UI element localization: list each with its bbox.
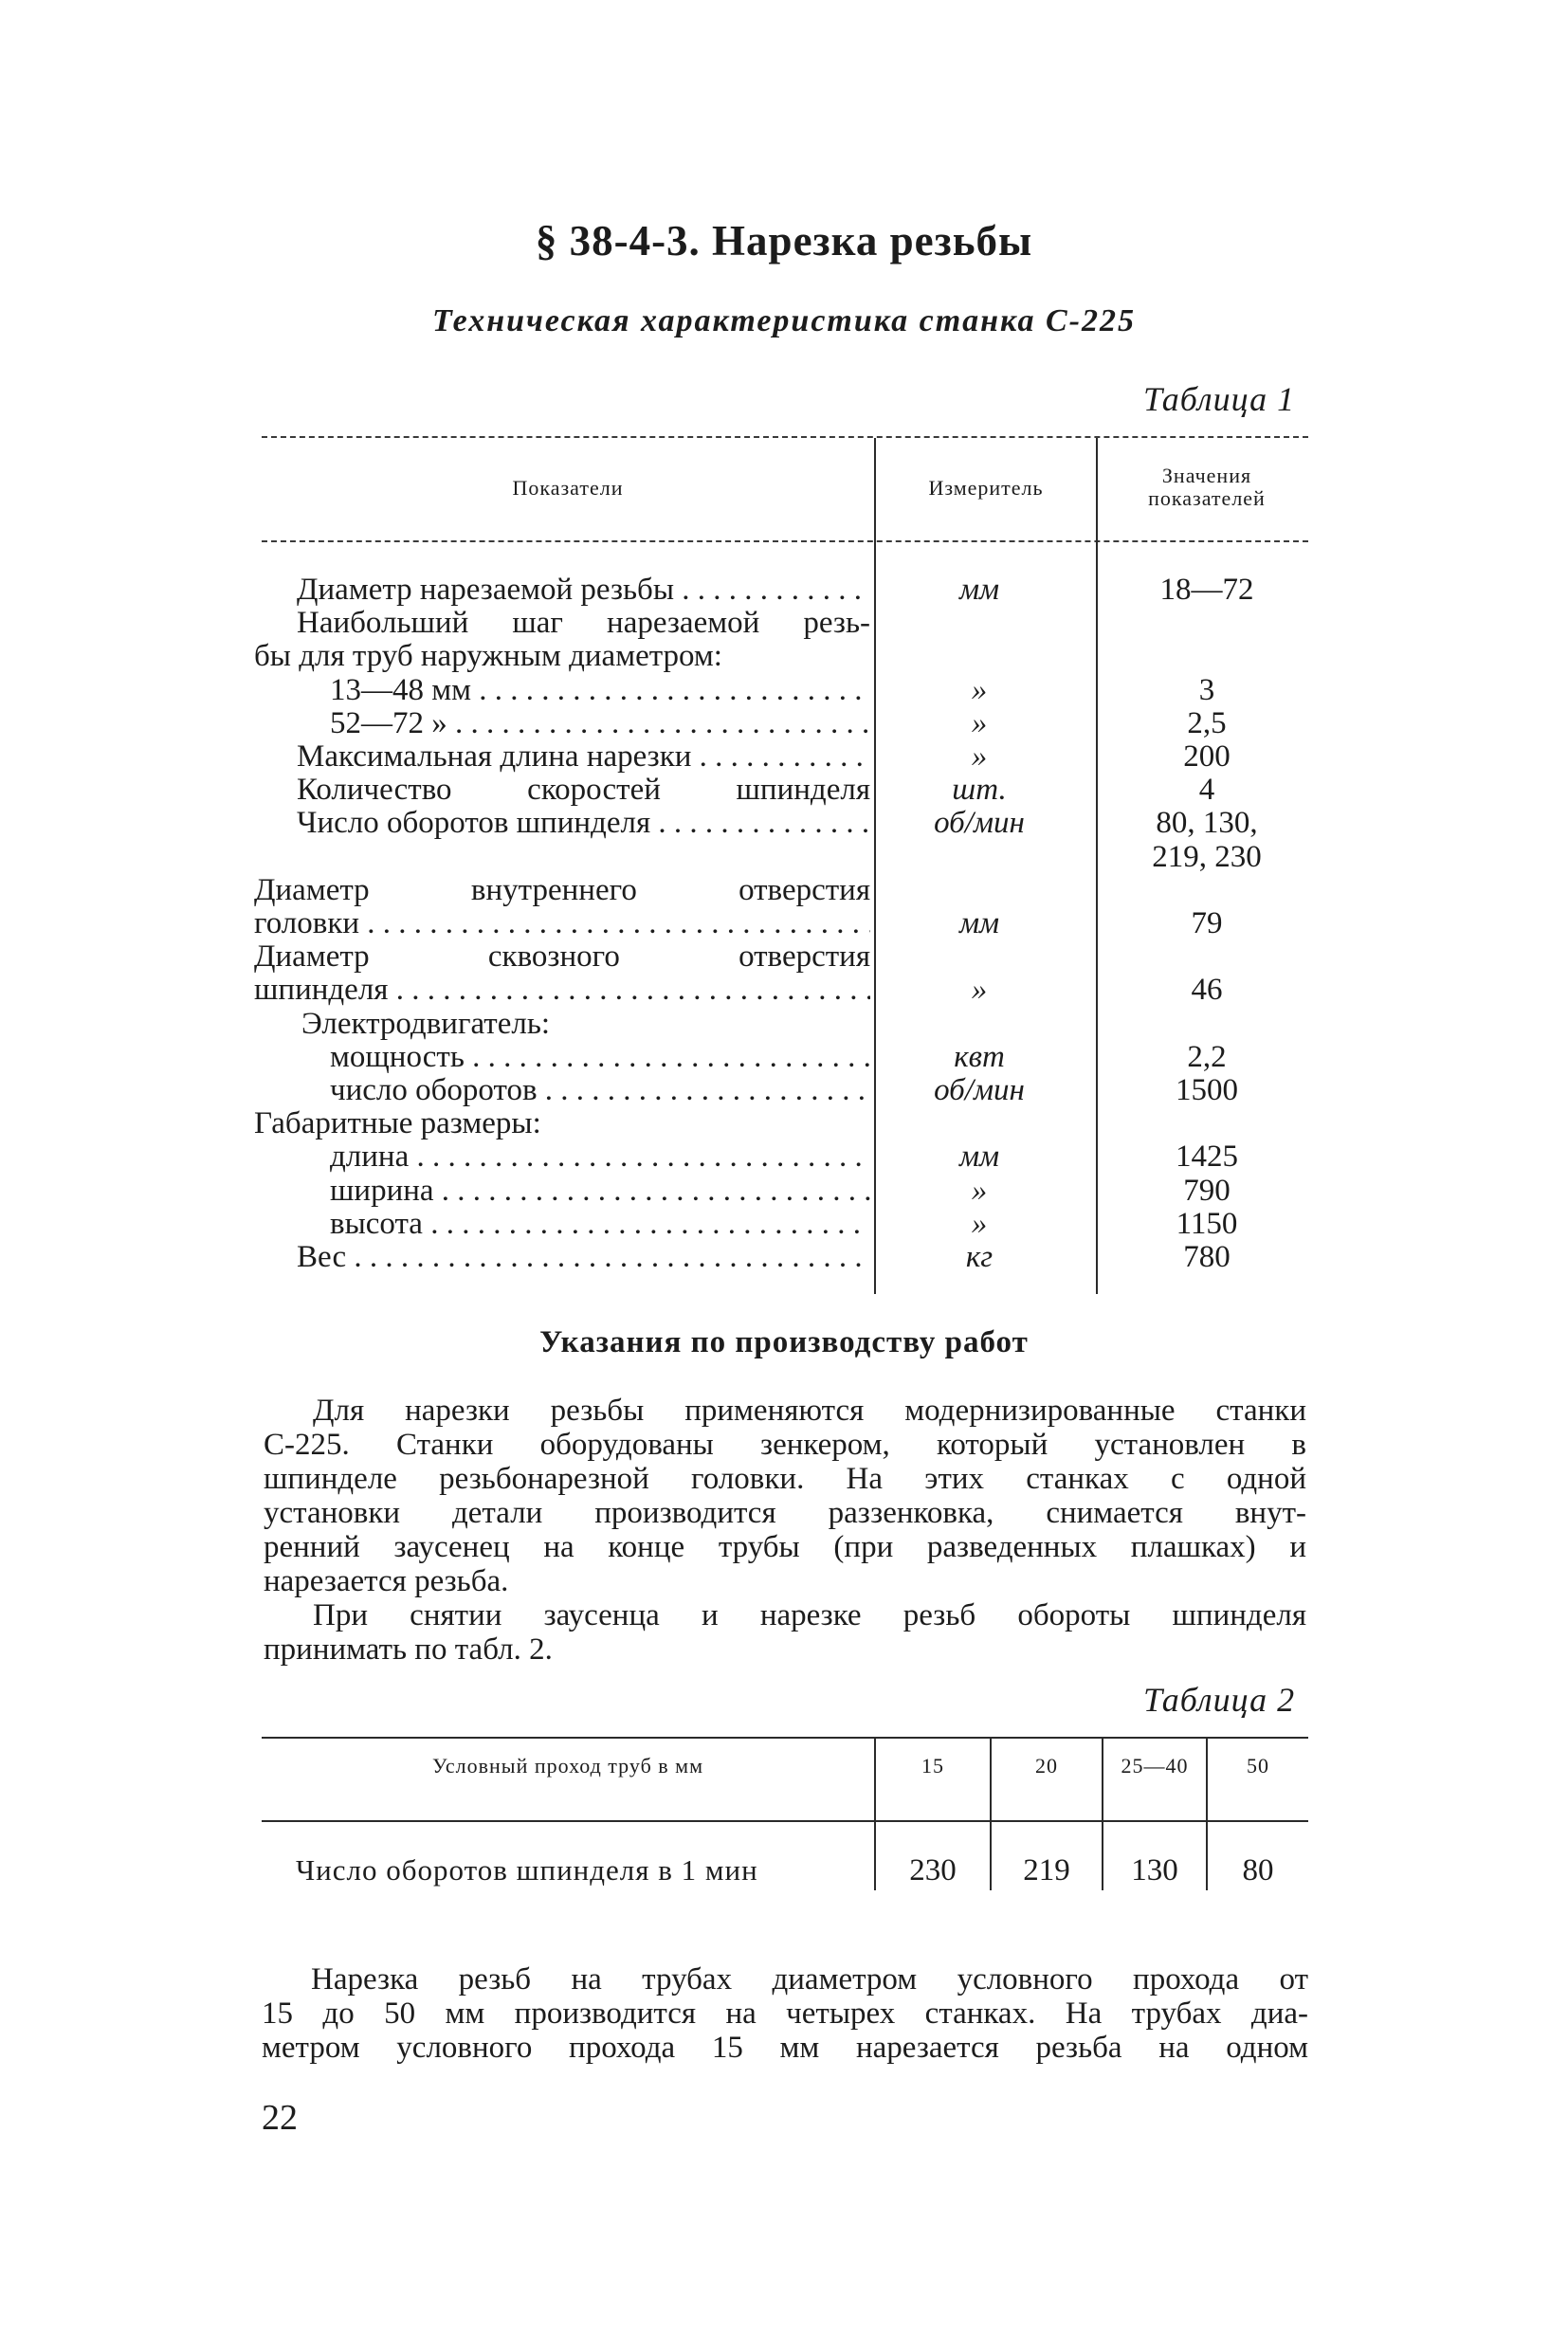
table2-col-header: 25—40 [1121, 1754, 1189, 1778]
table1-row-unit: » [971, 739, 988, 774]
table1-row-label: Диаметр сквозного отверстия [254, 940, 870, 975]
paragraph-line: принимать по табл. 2. [264, 1632, 553, 1667]
table1-row-value: 79 [1191, 906, 1223, 940]
table1-row-value: 1500 [1176, 1073, 1238, 1107]
paragraph-line: 15 до 50 мм производится на четырех станках. На трубах диа- [262, 1996, 1308, 2031]
table2-col-header: 15 [921, 1754, 944, 1778]
table2-cell: 80 [1242, 1853, 1274, 1887]
page-number: 22 [262, 2098, 298, 2138]
table1-row-unit: об/мин [934, 806, 1025, 841]
table1-row-unit: » [971, 973, 988, 1008]
table2-cell: 219 [1023, 1853, 1070, 1887]
table1-row-label: мощность . . . [254, 1041, 870, 1074]
table1-row-label: шпинделя . . . [254, 974, 870, 1007]
table1-row-value: 1150 [1176, 1206, 1238, 1241]
table1-row-label: Количество скоростей шпинделя [297, 774, 870, 808]
table1-row-value: 18—72 [1159, 573, 1254, 607]
paragraph-line: С-225. Станки оборудованы зенкером, который установлен в [264, 1428, 1306, 1462]
table1-row-unit: » [971, 672, 988, 707]
table1-row-unit: » [971, 1173, 988, 1208]
table1-row-label: длина . . . [254, 1140, 870, 1174]
table1-row-unit: мм [958, 573, 1000, 607]
section-heading: Указания по производству работ [539, 1325, 1029, 1359]
table1-top-rule [262, 436, 1308, 438]
table1-row-label: Диаметр внутреннего отверстия [254, 873, 870, 907]
table1-row-unit: мм [958, 906, 1000, 940]
table2-row-label: Число оборотов шпинделя в 1 мин [296, 1853, 758, 1887]
table1-row-value: 219, 230 [1152, 839, 1262, 874]
table1-row-label: 13—48 мм . . . [254, 674, 870, 707]
paragraph-line: При снятии заусенца и нарезке резьб обороты шпинделя [313, 1598, 1306, 1632]
table1-row-label: головки . . . [254, 907, 870, 940]
table1-row-unit: об/мин [934, 1073, 1025, 1107]
table1-row-value: 790 [1183, 1173, 1231, 1208]
table2-col-header: 50 [1247, 1754, 1269, 1778]
paragraph-line: нарезается резьба. [264, 1564, 509, 1598]
paragraph-line: метром условного прохода 15 мм нарезается резьба на одном [262, 2031, 1308, 2065]
table1-row-label: число оборотов . . . [254, 1074, 870, 1107]
table1-row-label: высота . . . [254, 1208, 870, 1241]
paragraph-2 [264, 1598, 1306, 1667]
table1-row-label: Вес . . . [254, 1241, 870, 1274]
table1-header-unit: Измеритель [928, 476, 1044, 500]
table1-row-value: 780 [1183, 1240, 1231, 1274]
table1-row-unit: кг [965, 1240, 994, 1274]
table-subtitle: Техническая характеристика станка С-225 [432, 303, 1136, 338]
paragraph-line: ренний заусенец на конце трубы (при разведенных плашках) и [264, 1530, 1306, 1564]
table1-row-value: 3 [1198, 672, 1215, 707]
table2-caption: Таблица 2 [1143, 1681, 1296, 1719]
table1-row-label: Габаритные размеры: [254, 1107, 541, 1141]
table1-row-label: бы для труб наружным диаметром: [254, 640, 722, 674]
table1-row-label: Диаметр нарезаемой резьбы . . . [254, 574, 870, 607]
table1-row-value: 80, 130, [1156, 806, 1258, 841]
table2-row-header: Условный проход труб в мм [431, 1754, 704, 1778]
table1-row-unit: квт [954, 1039, 1005, 1074]
table1-row-unit: мм [958, 1140, 1000, 1175]
table1-row-label: Максимальная длина нарезки . . . [254, 740, 870, 774]
table1-header-indicators: Показатели [512, 476, 624, 500]
table1-row-value: 4 [1198, 773, 1215, 808]
table2-top-rule [262, 1737, 1308, 1739]
table1-row-unit: » [971, 705, 988, 740]
table1-row-value: 2,5 [1187, 705, 1227, 740]
table1-row-value: 2,2 [1187, 1039, 1227, 1074]
table1-row-value: 200 [1183, 739, 1231, 774]
table2-cell: 230 [909, 1853, 957, 1887]
table1-header-rule [262, 540, 1308, 542]
table2-cell: 130 [1131, 1853, 1178, 1887]
table1-row-unit: шт. [952, 773, 1007, 808]
table1-header-values: Значения показателей [1148, 464, 1266, 510]
paragraph-1 [264, 1394, 1306, 1598]
table1-row-value: 1425 [1176, 1140, 1238, 1175]
table1-row-unit: » [971, 1206, 988, 1241]
paragraph-line: установки детали производится раззенковка, снимается внут- [264, 1496, 1306, 1530]
table2-header-rule [262, 1820, 1308, 1822]
table1-row-label: ширина . . . [254, 1175, 870, 1208]
table2-col-header: 20 [1035, 1754, 1058, 1778]
table1-caption: Таблица 1 [1143, 380, 1296, 418]
table1-row-label: Электродвигатель: [301, 1007, 551, 1041]
paragraph-line: шпинделе резьбонарезной головки. На этих станках с одной [264, 1462, 1306, 1496]
paragraph-line: Для нарезки резьбы применяются модернизированные станки [313, 1394, 1306, 1428]
table1-row-label: 52—72 » . . . [254, 707, 870, 740]
section-title: § 38-4-3. Нарезка резьбы [535, 217, 1033, 264]
paragraph-line: Нарезка резьб на трубах диаметром условного прохода от [311, 1962, 1308, 1996]
table1-row-label: Число оборотов шпинделя . . . [254, 807, 870, 840]
table1-row-label: Наибольший шаг нарезаемой резь- [297, 607, 870, 641]
table1-row-value: 46 [1191, 973, 1223, 1008]
paragraph-3 [262, 1962, 1308, 2065]
